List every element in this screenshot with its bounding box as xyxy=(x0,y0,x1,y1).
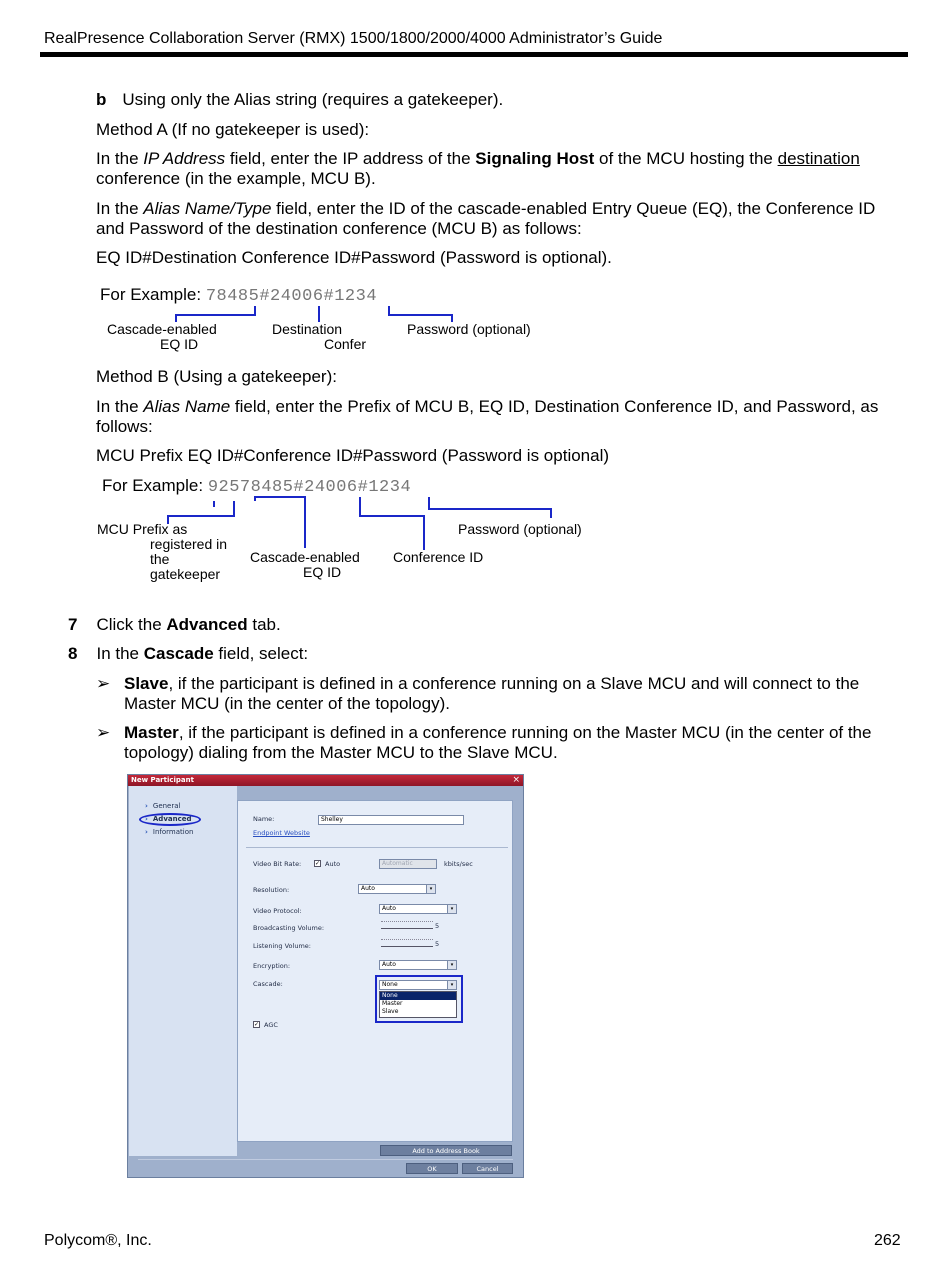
page-header-title: RealPresence Collaboration Server (RMX) 1500/1800/2000/4000 Administrator’s Guide xyxy=(44,30,663,47)
bullet-master xyxy=(124,723,908,763)
method-a-format: EQ ID#Destination Conference ID#Password (Password is optional). xyxy=(96,248,612,267)
dropdown-arrow-icon: ▾ xyxy=(426,885,435,893)
video-protocol-select[interactable] xyxy=(379,904,457,914)
bit-rate-unit: kbits/sec xyxy=(444,860,473,868)
bullet-arrow-icon: ➢ xyxy=(96,723,111,742)
text-run-bold: Slave xyxy=(124,674,169,693)
bit-rate-value: Automatic xyxy=(382,860,413,867)
example-b-value: 92578485#24006#1234 xyxy=(207,478,412,497)
cascade-value: None xyxy=(382,981,398,988)
cascade-options-list xyxy=(379,991,457,1018)
page-number: 262 xyxy=(874,1232,901,1249)
step-8 xyxy=(68,644,308,664)
resolution-value: Auto xyxy=(361,885,375,892)
text-run: tab. xyxy=(247,615,281,634)
nav-item-general[interactable] xyxy=(145,802,180,810)
text-run: of the MCU hosting the xyxy=(594,149,778,168)
callout-line-conf xyxy=(360,497,424,550)
broadcasting-volume-label: Broadcasting Volume: xyxy=(253,924,325,932)
add-to-address-book-button[interactable]: Add to Address Book xyxy=(380,1145,512,1156)
listening-volume-label: Listening Volume: xyxy=(253,942,311,950)
cascade-option-none[interactable]: None xyxy=(380,992,456,1000)
text-run-underline: destination xyxy=(777,149,860,168)
method-b-heading: Method B (Using a gatekeeper): xyxy=(96,367,337,386)
resolution-select[interactable] xyxy=(358,884,436,894)
listening-volume-value: 5 xyxy=(435,940,440,948)
advanced-highlight-ellipse xyxy=(139,813,201,826)
chevron-right-icon: › xyxy=(145,828,148,836)
step-7-number: 7 xyxy=(68,615,78,634)
label-b-prefix-3: the xyxy=(150,551,170,567)
callout-line-cascade xyxy=(255,497,305,548)
name-input[interactable]: Shelley xyxy=(318,815,464,825)
text-run-italic: Alias Name xyxy=(143,397,231,416)
step-8-number: 8 xyxy=(68,644,78,663)
label-b-prefix-1: MCU Prefix as xyxy=(97,521,188,537)
dropdown-arrow-icon: ▾ xyxy=(447,981,456,989)
example-a-value: 78485#24006#1234 xyxy=(205,287,378,306)
nav-label: Advanced xyxy=(152,815,192,823)
video-bit-rate-label: Video Bit Rate: xyxy=(253,860,302,868)
dropdown-arrow-icon: ▾ xyxy=(447,905,456,913)
label-b-prefix-2: registered in xyxy=(150,536,228,552)
example-b-label: For Example: xyxy=(102,476,208,495)
cascade-option-slave[interactable]: Slave xyxy=(382,1008,399,1015)
nav-label: Information xyxy=(152,828,194,836)
chevron-right-icon: › xyxy=(145,802,148,810)
text-run: In the xyxy=(96,149,144,168)
agc-label: AGC xyxy=(264,1021,278,1029)
example-b-callout-lines xyxy=(0,0,950,590)
encryption-value: Auto xyxy=(382,961,396,968)
label-a-dest-1: Destination xyxy=(272,321,343,337)
close-icon[interactable]: × xyxy=(512,775,520,785)
text-run: In the xyxy=(96,199,144,218)
cascade-option-master[interactable]: Master xyxy=(382,1000,403,1007)
bullet-arrow-icon: ➢ xyxy=(96,674,111,693)
cancel-button[interactable]: Cancel xyxy=(462,1163,513,1174)
cascade-label: Cascade: xyxy=(253,980,283,988)
cascade-select[interactable] xyxy=(379,980,457,990)
label-b-cascade-1: Cascade-enabled xyxy=(250,549,360,565)
label-b-prefix-4: gatekeeper xyxy=(150,566,221,582)
text-run-bold: Cascade xyxy=(143,644,214,663)
encryption-label: Encryption: xyxy=(253,962,291,970)
chevron-right-icon: › xyxy=(145,815,148,823)
text-run-italic: IP Address xyxy=(143,149,226,168)
text-run: Click the xyxy=(96,615,167,634)
text-run-bold: Advanced xyxy=(166,615,248,634)
step-b-text: Using only the Alias string (requires a gatekeeper). xyxy=(122,90,504,109)
text-run: field, enter the Prefix of MCU B, EQ ID, Destination Conference ID, and Password, as follows: xyxy=(96,397,879,436)
example-a-label: For Example: xyxy=(100,285,206,304)
video-protocol-label: Video Protocol: xyxy=(253,907,302,915)
label-a-dest-2: Confer xyxy=(324,336,367,352)
label-b-cascade-2: EQ ID xyxy=(303,564,342,580)
bullet-slave xyxy=(124,674,908,714)
auto-bit-rate-checkbox[interactable]: ✓ xyxy=(315,860,321,867)
advanced-settings-panel xyxy=(237,800,513,1142)
dropdown-arrow-icon: ▾ xyxy=(447,961,456,969)
method-a-heading: Method A (If no gatekeeper is used): xyxy=(96,120,370,139)
nav-item-information[interactable] xyxy=(145,828,193,836)
label-b-conf: Conference ID xyxy=(393,549,484,565)
broadcasting-volume-value: 5 xyxy=(435,922,440,930)
name-label: Name: xyxy=(253,815,275,823)
video-protocol-value: Auto xyxy=(382,905,396,912)
step-7 xyxy=(68,615,281,635)
nav-label: General xyxy=(152,802,181,810)
method-b-format: MCU Prefix EQ ID#Conference ID#Password (Password is optional) xyxy=(96,446,610,465)
text-run-bold: Master xyxy=(124,723,179,742)
label-b-password: Password (optional) xyxy=(458,521,582,537)
label-a-cascade-1: Cascade-enabled xyxy=(107,321,217,337)
text-run: , if the participant is defined in a conference running on a Slave MCU and will connect to the Master MCU (in the center of the topology). xyxy=(124,674,860,713)
auto-checkbox-label: Auto xyxy=(325,860,341,868)
text-run: , if the participant is defined in a conference running on the Master MCU (in the center of the topology) dialing from the Master MCU to the Slave MCU. xyxy=(124,723,872,762)
text-run-bold: Signaling Host xyxy=(475,149,595,168)
agc-checkbox[interactable]: ✓ xyxy=(254,1021,260,1028)
text-run: field, enter the IP address of the xyxy=(225,149,476,168)
divider xyxy=(246,847,508,848)
label-a-cascade-2: EQ ID xyxy=(160,336,199,352)
step-b-marker: b xyxy=(96,90,107,109)
text-run: field, select: xyxy=(213,644,309,663)
ok-button[interactable]: OK xyxy=(406,1163,458,1174)
listening-volume-slider[interactable] xyxy=(381,939,433,947)
broadcasting-volume-slider[interactable] xyxy=(381,921,433,929)
endpoint-website-link[interactable]: Endpoint Website xyxy=(253,829,310,837)
divider xyxy=(138,1159,513,1160)
text-run: In the xyxy=(96,644,144,663)
text-run: In the xyxy=(96,397,144,416)
label-a-password: Password (optional) xyxy=(407,321,531,337)
text-run: field, enter the ID of the cascade-enabled Entry Queue (EQ), the Conference ID and Password of the destination conference (MCU B) as follows: xyxy=(96,199,876,238)
footer-company: Polycom®, Inc. xyxy=(44,1232,152,1249)
text-run: conference (in the example, MCU B). xyxy=(96,169,376,188)
text-run-italic: Alias Name/Type xyxy=(143,199,272,218)
resolution-label: Resolution: xyxy=(253,886,290,894)
encryption-select[interactable] xyxy=(379,960,457,970)
dialog-title: New Participant xyxy=(128,775,523,786)
dialog-nav-panel xyxy=(129,786,237,1156)
bit-rate-stepper xyxy=(379,859,437,869)
callout-line-password xyxy=(429,497,551,518)
new-participant-dialog xyxy=(127,774,524,1178)
